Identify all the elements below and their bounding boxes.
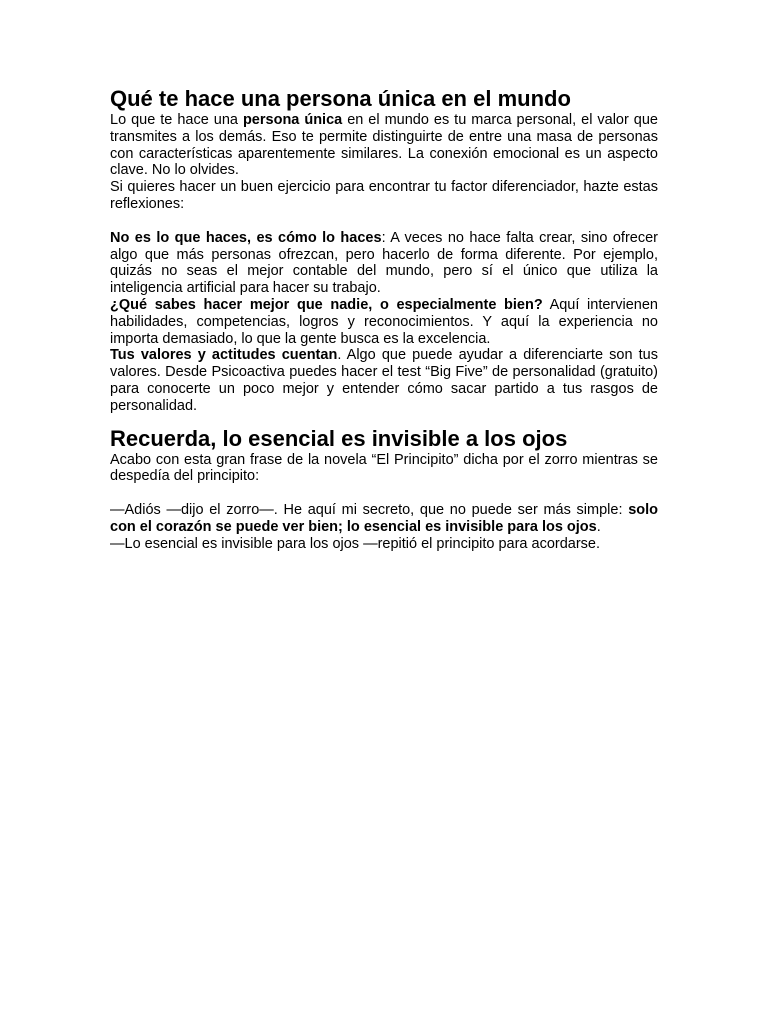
intro-text-start: Lo que te hace una <box>110 112 243 128</box>
quote-1-bold: solo con el corazón se puede ver bien; lo esencial es invisible para los ojos <box>110 502 658 535</box>
quote-1-text: —Adiós —dijo el zorro—. He aquí mi secreto, que no puede ser más simple: <box>110 502 629 519</box>
reflection-3 <box>110 347 658 414</box>
reflection-3-text: . Algo que puede ayudar a diferenciarte son tus valores. Desde Psicoactiva puedes hacer el test “Big Five” de personalidad (gratuito) para conocerte un poco mejor y entender cómo sacar partido a tus rasgos de personalidad. <box>110 347 658 414</box>
quote-2: —Lo esencial es invisible para los ojos —repitió el principito para acordarse. <box>110 535 601 552</box>
intro-text-end: en el mundo es tu marca personal, el valor que transmites a los demás. Eso te permite distinguirte de entre una masa de personas con características aparentemente similares. La conexión emocional es un aspecto clave. No lo olvides. <box>110 112 658 179</box>
document-page <box>110 86 658 553</box>
section1-heading: Qué te hace una persona única en el mundo <box>110 86 571 111</box>
spacer <box>110 485 658 502</box>
reflection-1 <box>110 230 658 297</box>
section1-intro-paragraph <box>110 112 658 179</box>
reflection-1-text: : A veces no hace falta crear, sino ofrecer algo que más personas ofrezcan, pero hacerlo de forma diferente. Por ejemplo, quizás no seas el mejor contable del mundo, pero sí el único que utiliza la inteligencia artificial para hacer su trabajo. <box>110 229 658 297</box>
quote-1 <box>110 502 658 536</box>
spacer <box>110 213 658 230</box>
reflection-1-heading: No es lo que haces, es cómo lo haces <box>110 229 382 246</box>
reflection-2-heading: ¿Qué sabes hacer mejor que nadie, o especialmente bien? <box>110 296 543 313</box>
section2-heading: Recuerda, lo esencial es invisible a los ojos <box>110 425 568 451</box>
reflection-2 <box>110 297 658 347</box>
section1-reflection-intro: Si quieres hacer un buen ejercicio para encontrar tu factor diferenciador, hazte estas reflexiones: <box>110 179 658 212</box>
reflection-2-text: Aquí intervienen habilidades, competencias, logros y reconocimientos. Y aquí la experiencia no importa demasiado, lo que la gente busca es la excelencia. <box>110 296 658 347</box>
section2-intro-paragraph: Acabo con esta gran frase de la novela “El Principito” dicha por el zorro mientras se despedía del principito: <box>110 451 658 485</box>
reflection-3-heading: Tus valores y actitudes cuentan <box>110 347 338 364</box>
spacer <box>110 415 658 426</box>
intro-bold-phrase: persona única <box>242 112 343 128</box>
quote-1-end: . <box>596 518 601 535</box>
